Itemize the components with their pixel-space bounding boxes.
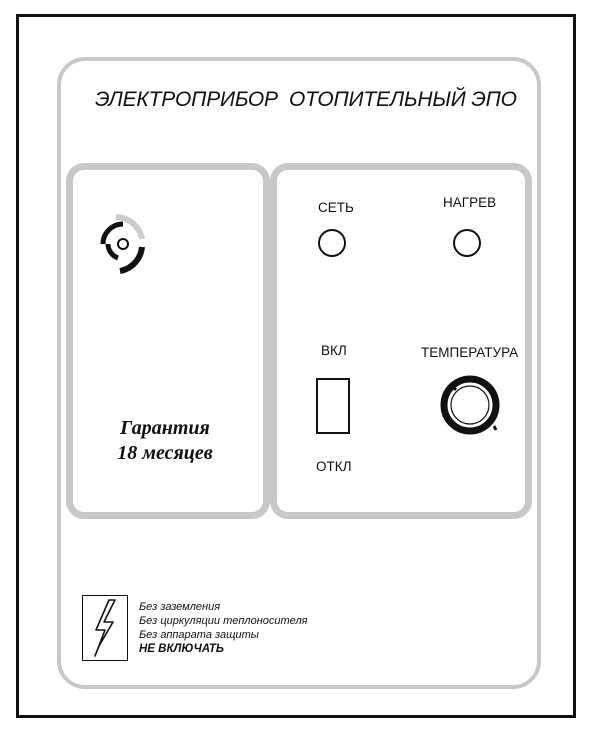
warning-line-1: Без заземления — [139, 601, 221, 613]
power-indicator-label: СЕТЬ — [318, 200, 354, 215]
heating-indicator-label: НАГРЕВ — [443, 195, 497, 210]
warning-line-3: Без аппарата защиты — [139, 629, 259, 641]
warning-icon-box — [82, 595, 128, 661]
brand-logo-icon — [100, 213, 146, 275]
switch-off-label: ОТКЛ — [316, 459, 352, 474]
device-title: ЭЛЕКТРОПРИБОР ОТОПИТЕЛЬНЫЙ ЭПО — [95, 88, 517, 111]
power-switch[interactable] — [316, 378, 350, 434]
warning-line-2: Без циркуляции теплоносителя — [139, 615, 308, 627]
temperature-knob[interactable] — [434, 372, 508, 436]
high-voltage-icon — [83, 596, 127, 660]
heating-indicator-lamp — [453, 229, 481, 257]
warranty-line-1: Гарантия — [120, 417, 210, 439]
warranty-line-2: 18 месяцев — [117, 442, 213, 464]
warning-emphasis: НЕ ВКЛЮЧАТЬ — [139, 643, 225, 655]
control-box — [270, 163, 532, 519]
temperature-label: ТЕМПЕРАТУРА — [421, 345, 519, 360]
warning-text — [139, 600, 308, 656]
switch-on-label: ВКЛ — [321, 343, 347, 358]
power-indicator-lamp — [318, 229, 346, 257]
warranty-text — [90, 416, 240, 466]
